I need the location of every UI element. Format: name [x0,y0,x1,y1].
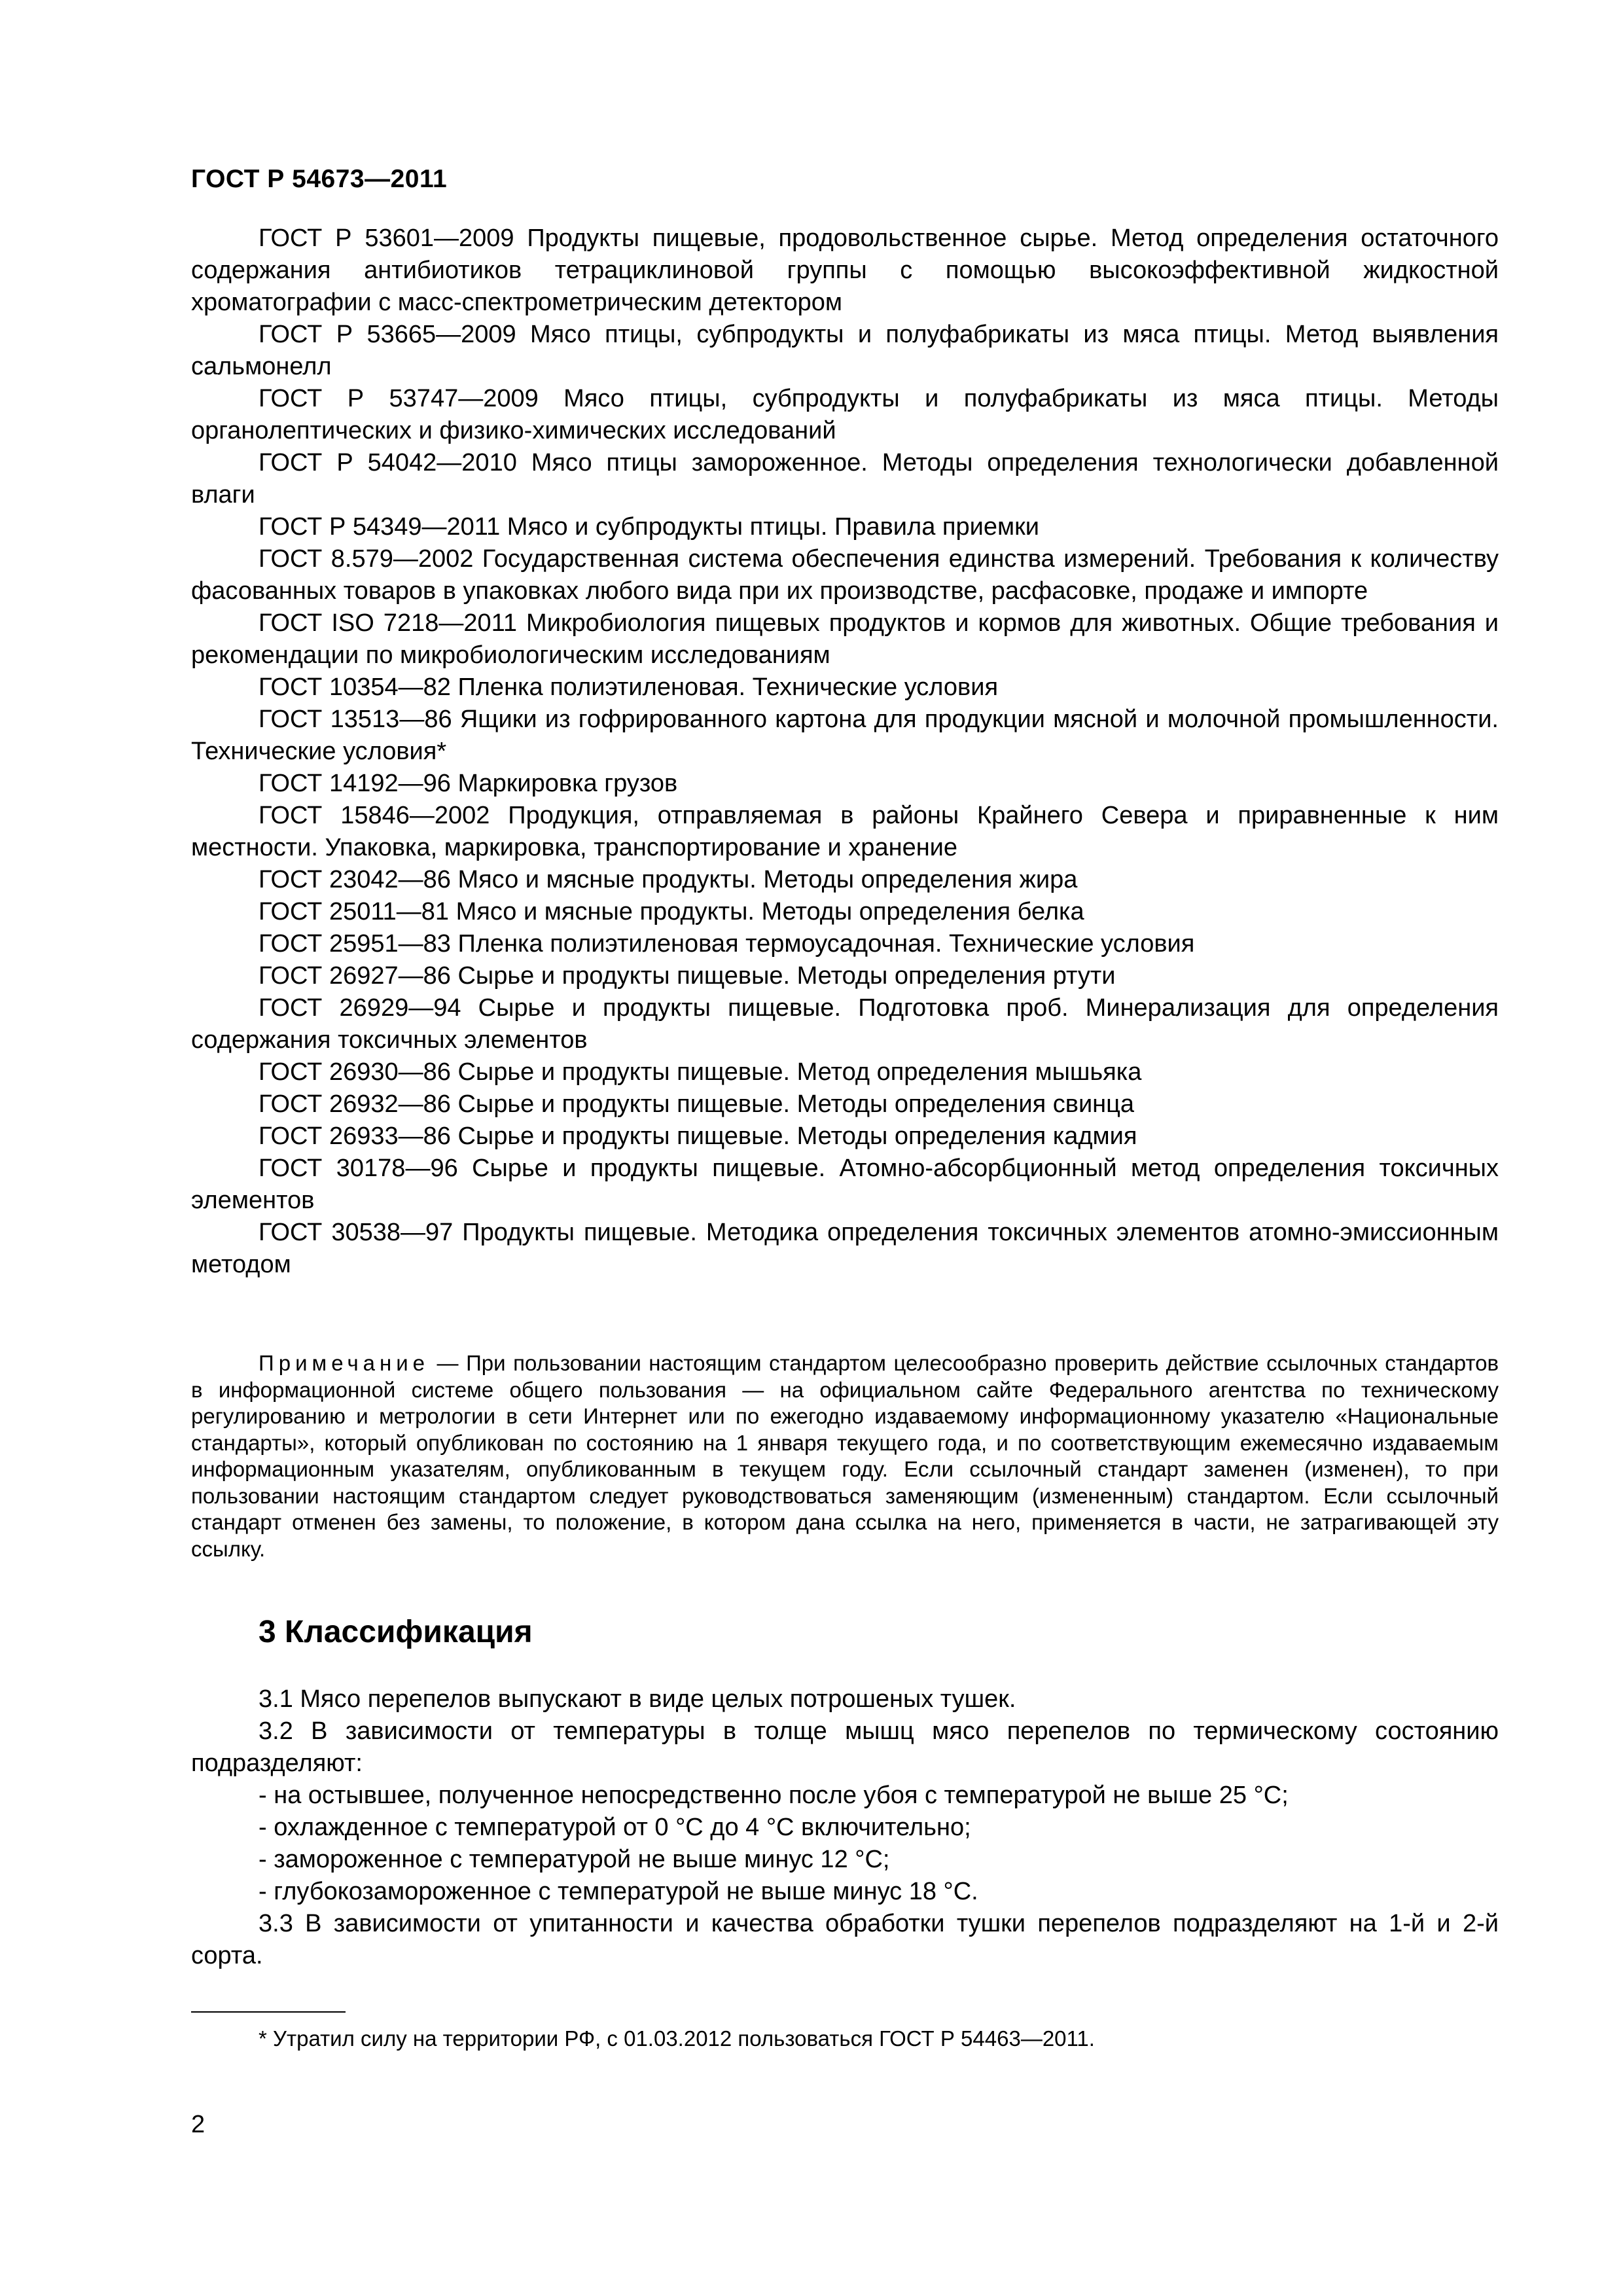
list-item: - на остывшее, полученное непосредственно после убоя с температурой не выше 25 °С; [259,1782,1289,1809]
reference-item: ГОСТ 30178—96 Сырье и продукты пищевые. Атомно-абсорбционный метод определения токсичных элементов [191,1155,1499,1214]
clause-3-3: 3.3 В зависимости от упитанности и качества обработки тушки перепелов подразделяют на 1-й и 2-й сорта. [191,1910,1499,1969]
reference-item: ГОСТ Р 53665—2009 Мясо птицы, субпродукты и полуфабрикаты из мяса птицы. Метод выявления сальмонелл [191,321,1499,380]
reference-item: ГОСТ 25951—83 Пленка полиэтиленовая термоусадочная. Технические условия [259,930,1195,958]
reference-item: ГОСТ Р 53747—2009 Мясо птицы, субпродукты и полуфабрикаты из мяса птицы. Методы органолептических и физико-химических исследований [191,385,1499,444]
footnote: * Утратил силу на территории РФ, с 01.03.2012 пользоваться ГОСТ Р 54463—2011. [259,2026,1095,2051]
reference-item: ГОСТ 26929—94 Сырье и продукты пищевые. Подготовка проб. Минерализация для определения содержания токсичных элементов [191,994,1499,1054]
reference-item: ГОСТ Р 54349—2011 Мясо и субпродукты птицы. Правила приемки [259,513,1039,541]
reference-item: ГОСТ 26927—86 Сырье и продукты пищевые. Методы определения ртути [259,962,1116,990]
clause-3-2: 3.2 В зависимости от температуры в толще мышц мясо перепелов по термическому состоянию подразделяют: [191,1717,1499,1777]
reference-item: ГОСТ 8.579—2002 Государственная система обеспечения единства измерений. Требования к количеству фасованных товаров в упаковках любого вида при их производстве, расфасовке, продаже и импорте [191,545,1499,605]
list-item: - охлажденное с температурой от 0 °С до 4 °С включительно; [259,1814,971,1841]
clause-3-1: 3.1 Мясо перепелов выпускают в виде целых потрошеных тушек. [259,1685,1016,1713]
footnote-divider [191,2011,346,2013]
reference-item: ГОСТ 26930—86 Сырье и продукты пищевые. Метод определения мышьяка [259,1058,1142,1086]
reference-item: ГОСТ Р 53601—2009 Продукты пищевые, продовольственное сырье. Метод определения остаточного содержания антибиотиков тетрациклиновой группы с помощью высокоэффективной жидкостной хроматографии с масс-спектрометрическим детектором [191,224,1499,316]
section-title: 3 Классификация [259,1615,533,1649]
reference-item: ГОСТ 23042—86 Мясо и мясные продукты. Методы определения жира [259,866,1078,893]
reference-item: ГОСТ 14192—96 Маркировка грузов [259,770,678,797]
reference-note [191,1350,1499,1562]
reference-item: ГОСТ 13513—86 Ящики из гофрированного картона для продукции мясной и молочной промышленности. Технические условия* [191,706,1499,765]
reference-item: ГОСТ 25011—81 Мясо и мясные продукты. Методы определения белка [259,898,1084,925]
reference-item: ГОСТ 26932—86 Сырье и продукты пищевые. Методы определения свинца [259,1090,1135,1118]
normative-references [191,223,1499,1281]
list-item: - глубокозамороженное с температурой не выше минус 18 °С. [259,1878,978,1905]
note-label: Примечание [259,1351,430,1375]
reference-item: ГОСТ ISO 7218—2011 Микробиология пищевых продуктов и кормов для животных. Общие требования и рекомендации по микробиологическим исследованиям [191,609,1499,669]
page-number: 2 [191,2111,205,2138]
section-body [191,1683,1499,1972]
reference-item: ГОСТ 10354—82 Пленка полиэтиленовая. Технические условия [259,673,999,701]
note-text: — При пользовании настоящим стандартом целесообразно проверить действие ссылочных стандартов в информационной системе общего пользования — на официальном сайте Федерального агентства по техническому регулированию и метрологии в сети Интернет или по ежегодно издаваемому информационному указателю «Национальные стандарты», который опубликован по состоянию на 1 января текущего года, и по соответствующим ежемесячно издаваемым информационным указателям, опубликованным в текущем году. Если ссылочный стандарт заменен (изменен), то при пользовании настоящим стандартом следует руководствоваться заменяющим (измененным) стандартом. Если ссылочный стандарт отменен без замены, то положение, в котором дана ссылка на него, применяется в части, не затрагивающей эту ссылку. [191,1351,1499,1561]
reference-item: ГОСТ 15846—2002 Продукция, отправляемая в районы Крайнего Севера и приравненные к ним местности. Упаковка, маркировка, транспортирование и хранение [191,802,1499,861]
reference-item: ГОСТ 26933—86 Сырье и продукты пищевые. Методы определения кадмия [259,1122,1137,1150]
reference-item: ГОСТ Р 54042—2010 Мясо птицы замороженное. Методы определения технологически добавленной влаги [191,449,1499,509]
list-item: - замороженное с температурой не выше минус 12 °С; [259,1846,890,1873]
reference-item: ГОСТ 30538—97 Продукты пищевые. Методика определения токсичных элементов атомно-эмиссионным методом [191,1219,1499,1278]
document-header: ГОСТ Р 54673—2011 [191,165,448,193]
